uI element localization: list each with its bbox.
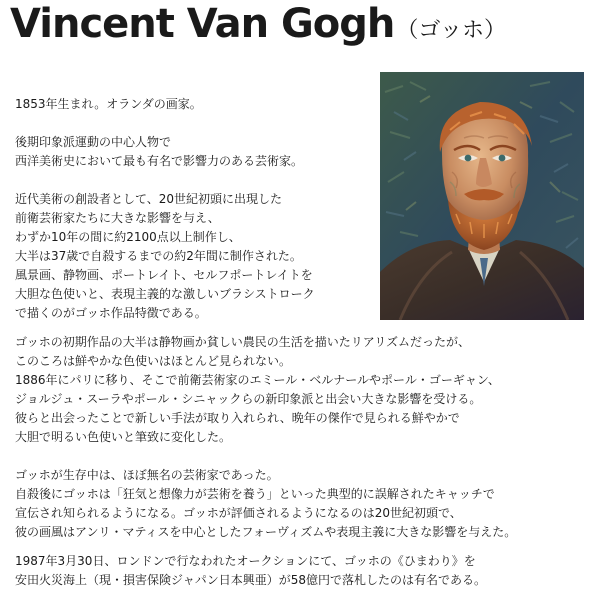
text-line: 安田火災海上（現・損害保険ジャパン日本興亜）が58億円で落札したのは有名である。 <box>15 573 487 587</box>
text-line: ジョルジュ・スーラやポール・シニャックらの新印象派と出会い大きな影響を受ける。 <box>15 392 482 406</box>
text-line: 後期印象派運動の中心人物で <box>15 135 172 149</box>
text-line: ゴッホの初期作品の大半は静物画か貧しい農民の生活を描いたリアリズムだったが、 <box>15 335 471 349</box>
text-line: ゴッホが生存中は、ほぼ無名の芸術家であった。 <box>15 468 279 482</box>
text-line: 1886年にパリに移り、そこで前衛芸術家のエミール・ベルナールやポール・ゴーギャン、 <box>15 373 500 387</box>
text-line: 近代美術の創設者として、20世紀初頭に出現した <box>15 192 283 206</box>
title-katakana: （ゴッホ） <box>396 18 506 43</box>
text-line: 彼の画風はアンリ・マティスを中心としたフォーヴィズムや表現主義に大きな影響を与えた。 <box>15 525 517 539</box>
paragraph-movement <box>15 133 303 171</box>
text-line: 彼らと出会ったことで新しい手法が取り入れられ、晩年の傑作で見られる鮮やかで <box>15 411 460 425</box>
text-line: わずか10年の間に約2100点以上制作し、 <box>15 230 241 244</box>
text-line: で描くのがゴッホ作品特徴である。 <box>15 306 207 320</box>
paragraph-intro <box>15 95 202 114</box>
text-line: 前衛芸術家たちに大きな影響を与え、 <box>15 211 220 225</box>
paragraph-reputation <box>15 466 516 542</box>
paragraph-auction <box>15 552 486 590</box>
paragraph-early-works <box>15 333 500 447</box>
text-line: このころは鮮やかな色使いはほとんど見られない。 <box>15 354 292 368</box>
text-line: 宣伝され知られるようになる。ゴッホが評価されるようになるのは20世紀初頭で、 <box>15 506 462 520</box>
page-title <box>10 1 506 47</box>
portrait-image <box>380 72 584 320</box>
text-line: 1987年3月30日、ロンドンで行なわれたオークションにて、ゴッホの《ひまわり》を <box>15 554 476 568</box>
text-line: 大半は37歳で自殺するまでの約2年間に制作された。 <box>15 249 302 263</box>
van-gogh-self-portrait-painting-icon <box>380 72 584 320</box>
text-line: 大胆で明るい色使いと筆致に変化した。 <box>15 430 232 444</box>
text-line: 西洋美術史において最も有名で影響力のある芸術家。 <box>15 154 304 168</box>
text-line: 大胆な色使いと、表現主義的な激しいブラシストローク <box>15 287 315 301</box>
text-line: 風景画、静物画、ポートレイト、セルフポートレイトを <box>15 268 313 282</box>
paragraph-influence <box>15 190 315 323</box>
text-line: 自殺後にゴッホは「狂気と想像力が芸術を養う」といった典型的に誤解されたキャッチで <box>15 487 495 501</box>
text-line: 1853年生まれ。オランダの画家。 <box>15 97 202 111</box>
title-name: Vincent Van Gogh <box>10 1 395 47</box>
